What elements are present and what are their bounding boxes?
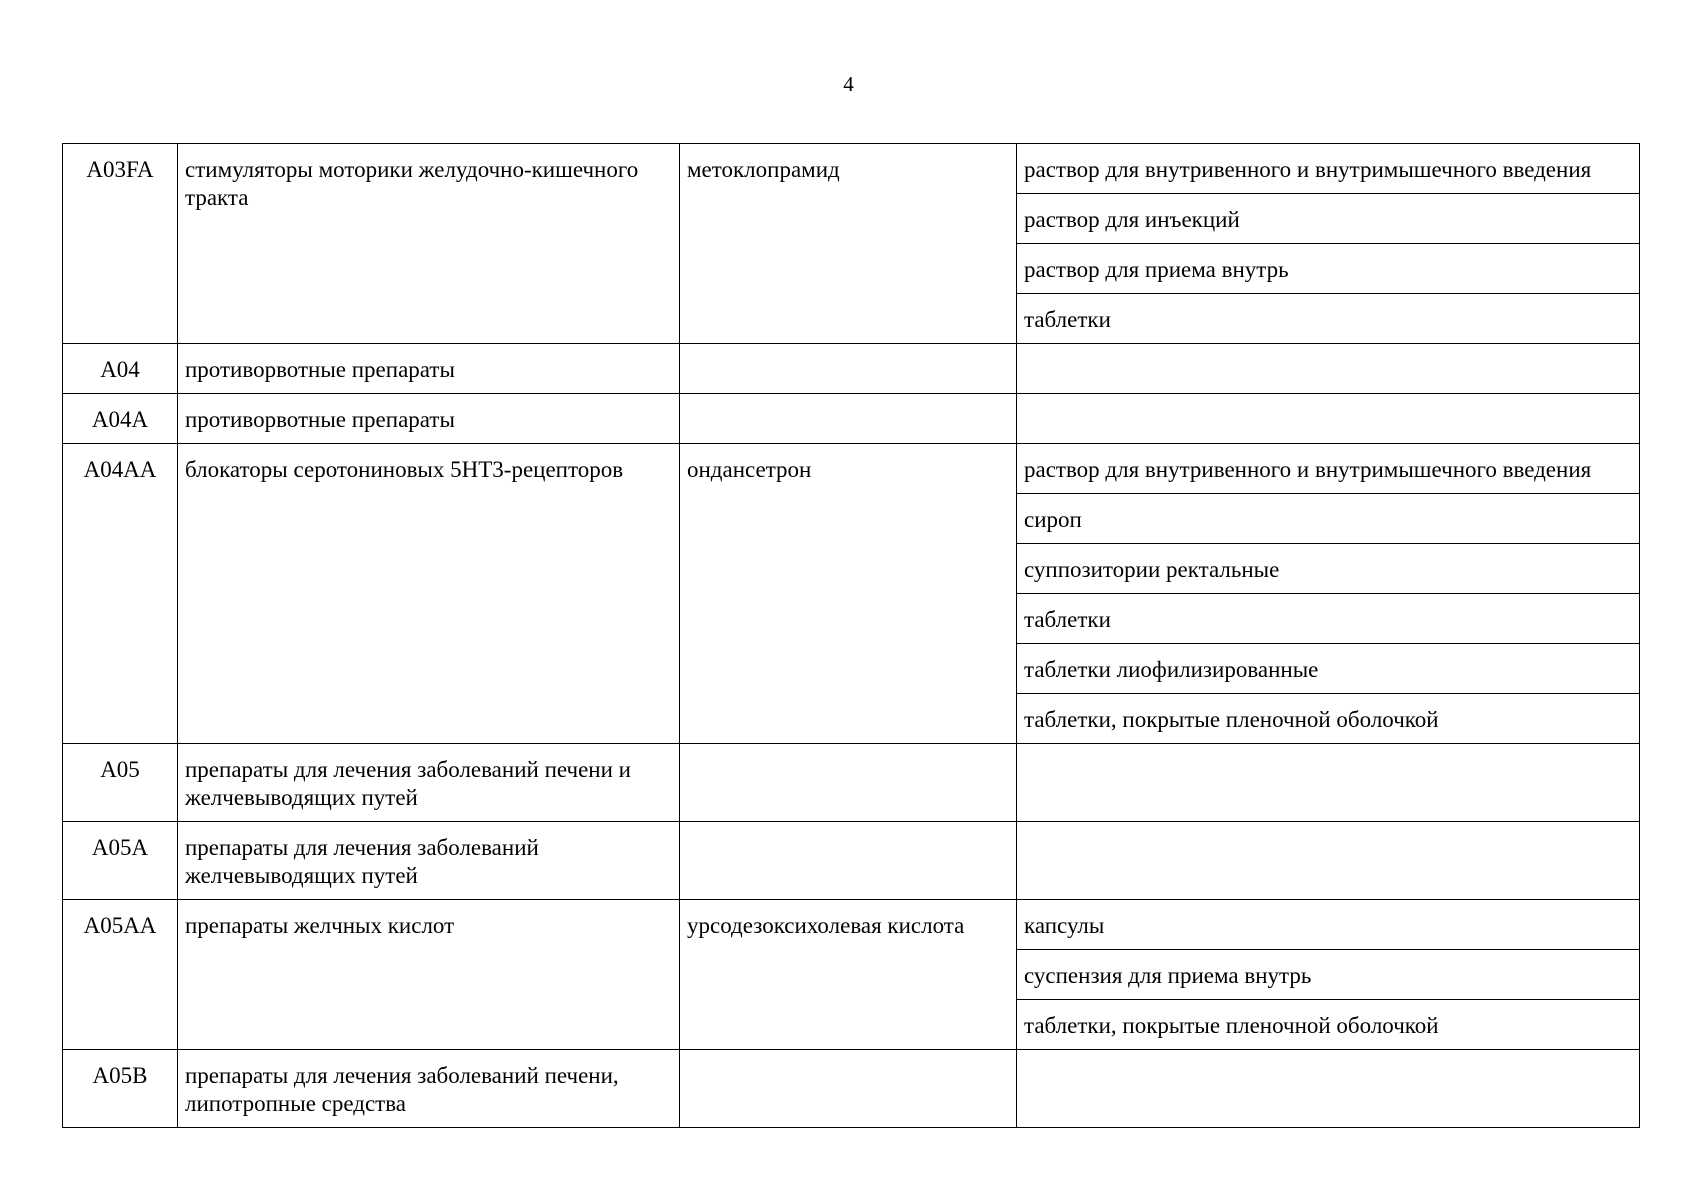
- table-row: [63, 444, 1640, 494]
- pharmacological-group: противорвотные препараты: [178, 394, 680, 444]
- atc-code: A04A: [63, 394, 178, 444]
- dosage-form: таблетки: [1017, 294, 1640, 344]
- table-row: [63, 344, 1640, 394]
- dosage-form: раствор для внутривенного и внутримышечного введения: [1017, 444, 1640, 494]
- dosage-form: суппозитории ректальные: [1017, 544, 1640, 594]
- drug-name: [680, 394, 1017, 444]
- drug-name: [680, 1050, 1017, 1128]
- medicines-table: [62, 143, 1640, 1128]
- dosage-form: сироп: [1017, 494, 1640, 544]
- atc-code: A03FA: [63, 144, 178, 344]
- dosage-form: таблетки: [1017, 594, 1640, 644]
- pharmacological-group: препараты для лечения заболеваний желчевыводящих путей: [178, 822, 680, 900]
- dosage-form: капсулы: [1017, 900, 1640, 950]
- drug-name: [680, 822, 1017, 900]
- dosage-form: [1017, 394, 1640, 444]
- pharmacological-group: стимуляторы моторики желудочно-кишечного тракта: [178, 144, 680, 344]
- atc-code: A05A: [63, 822, 178, 900]
- dosage-form: таблетки, покрытые пленочной оболочкой: [1017, 694, 1640, 744]
- atc-code: A05B: [63, 1050, 178, 1128]
- drug-name: метоклопрамид: [680, 144, 1017, 344]
- dosage-form: таблетки, покрытые пленочной оболочкой: [1017, 1000, 1640, 1050]
- table-row: [63, 900, 1640, 950]
- table-row: [63, 394, 1640, 444]
- pharmacological-group: препараты для лечения заболеваний печени, липотропные средства: [178, 1050, 680, 1128]
- dosage-form: раствор для приема внутрь: [1017, 244, 1640, 294]
- drug-name: ондансетрон: [680, 444, 1017, 744]
- dosage-form: [1017, 822, 1640, 900]
- dosage-form: [1017, 1050, 1640, 1128]
- dosage-form: суспензия для приема внутрь: [1017, 950, 1640, 1000]
- pharmacological-group: противорвотные препараты: [178, 344, 680, 394]
- table-row: [63, 744, 1640, 822]
- drug-name: [680, 344, 1017, 394]
- pharmacological-group: препараты для лечения заболеваний печени и желчевыводящих путей: [178, 744, 680, 822]
- dosage-form: таблетки лиофилизированные: [1017, 644, 1640, 694]
- page-number: 4: [843, 72, 854, 96]
- dosage-form: [1017, 344, 1640, 394]
- dosage-form: раствор для внутривенного и внутримышечного введения: [1017, 144, 1640, 194]
- table-row: [63, 144, 1640, 194]
- table-row: [63, 1050, 1640, 1128]
- dosage-form: раствор для инъекций: [1017, 194, 1640, 244]
- drug-name: [680, 744, 1017, 822]
- pharmacological-group: препараты желчных кислот: [178, 900, 680, 1050]
- atc-code: A05AA: [63, 900, 178, 1050]
- dosage-form: [1017, 744, 1640, 822]
- pharmacological-group: блокаторы серотониновых 5HT3-рецепторов: [178, 444, 680, 744]
- drug-name: урсодезоксихолевая кислота: [680, 900, 1017, 1050]
- atc-code: A04: [63, 344, 178, 394]
- atc-code: A05: [63, 744, 178, 822]
- atc-code: A04AA: [63, 444, 178, 744]
- table-row: [63, 822, 1640, 900]
